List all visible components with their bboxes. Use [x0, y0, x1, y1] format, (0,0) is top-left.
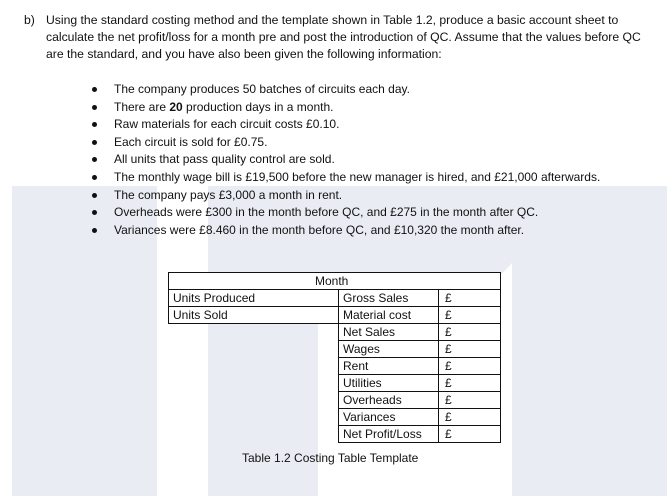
value-cell-rent[interactable]: £ [438, 357, 501, 375]
left-row-units-produced: Units Produced [168, 289, 339, 307]
info-bullet: The monthly wage bill is £19,500 before the new manager is hired, and £21,000 afterwards. [92, 169, 600, 187]
row-label-net-sales: Net Sales [338, 323, 439, 341]
row-label-overheads: Overheads [338, 391, 439, 409]
question-text [46, 12, 664, 63]
table-caption: Table 1.2 Costing Table Template [242, 451, 419, 465]
value-cell-wages[interactable]: £ [438, 340, 501, 358]
question-b [24, 12, 664, 63]
row-label-material-cost: Material cost [338, 306, 439, 324]
value-cell-utilities[interactable]: £ [438, 374, 501, 392]
info-bullet: Raw materials for each circuit costs £0.10. [92, 116, 600, 134]
row-label-utilities: Utilities [338, 374, 439, 392]
value-cell-overheads[interactable]: £ [438, 391, 501, 409]
row-label-variances: Variances [338, 408, 439, 426]
question-line: Using the standard costing method and the template shown in Table 1.2, produce a basic account sheet to [46, 13, 619, 27]
question-line: are the standard, and you have also been given the following information: [46, 47, 442, 61]
info-bullet: Variances were £8.460 in the month before QC, and £10,320 the month after. [92, 222, 600, 240]
info-bullet: The company produces 50 batches of circuits each day. [92, 81, 600, 99]
info-bullet: Each circuit is sold for £0.75. [92, 134, 600, 152]
row-label-net-profit-loss: Net Profit/Loss [338, 425, 439, 443]
left-row-units-sold: Units Sold [168, 306, 339, 324]
value-cell-net-profit-loss[interactable]: £ [438, 425, 501, 443]
info-bullet: All units that pass quality control are sold. [92, 151, 600, 169]
question-line: calculate the net profit/loss for a month pre and post the introduction of QC. Assume that the values before QC [46, 30, 641, 44]
value-cell-gross-sales[interactable]: £ [438, 289, 501, 307]
info-bullet: There are 20 production days in a month. [92, 99, 600, 117]
row-label-rent: Rent [338, 357, 439, 375]
table-header-month: Month [168, 272, 501, 290]
info-bullet-list [92, 81, 600, 239]
question-label: b) [24, 13, 35, 27]
row-label-wages: Wages [338, 340, 439, 358]
bold-number: 20 [169, 99, 183, 114]
value-cell-net-sales[interactable]: £ [438, 323, 501, 341]
info-bullet: Overheads were £300 in the month before QC, and £275 in the month after QC. [92, 204, 600, 222]
row-label-gross-sales: Gross Sales [338, 289, 439, 307]
value-cell-material-cost[interactable]: £ [438, 306, 501, 324]
value-cell-variances[interactable]: £ [438, 408, 501, 426]
info-bullet: The company pays £3,000 a month in rent. [92, 187, 600, 205]
